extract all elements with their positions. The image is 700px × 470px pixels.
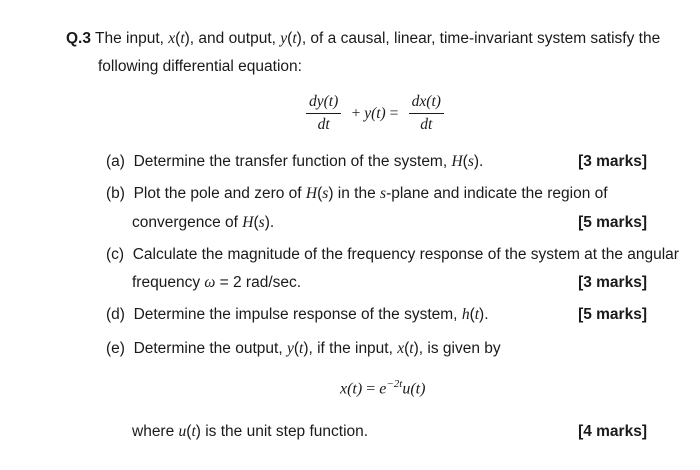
rhs-numerator: dx(t) <box>409 93 444 114</box>
question-intro-line1: Q.3 The input, x(t), and output, y(t), of a causal, linear, time-invariant system satisfy the <box>66 30 661 47</box>
question-number: Q.3 <box>66 30 91 47</box>
rhs-denominator: dt <box>420 116 433 133</box>
differential-equation <box>306 93 444 134</box>
part-a-marks: [3 marks] <box>578 153 647 170</box>
part-d-label: (d) <box>106 306 125 323</box>
lhs-numerator: dy(t) <box>306 93 341 114</box>
lhs-denominator: dt <box>317 116 330 133</box>
part-b-line2: convergence of H(s). <box>132 214 275 231</box>
part-e-label: (e) <box>106 340 125 357</box>
part-b-marks: [5 marks] <box>578 214 647 231</box>
part-e-footer: where u(t) is the unit step function. <box>132 423 369 440</box>
question-intro-line2: following differential equation: <box>98 58 302 75</box>
part-c-label: (c) <box>106 246 125 263</box>
part-b-label: (b) <box>106 185 125 202</box>
part-a-label: (a) <box>106 153 125 170</box>
part-d-marks: [5 marks] <box>578 306 647 323</box>
part-c-line2: frequency ω = 2 rad/sec. <box>132 274 302 291</box>
part-e-text: (e) Determine the output, y(t), if the input, x(t), is given by <box>106 340 501 357</box>
part-a-text: (a) Determine the transfer function of the system, H(s). <box>106 153 484 170</box>
dx-dt-fraction <box>409 93 444 134</box>
part-c-line1: (c) Calculate the magnitude of the frequency response of the system at the angular <box>106 246 679 263</box>
part-e-marks: [4 marks] <box>578 423 647 440</box>
dy-dt-fraction <box>306 93 341 134</box>
equation-middle-term: + y(t) = <box>351 104 399 122</box>
part-b-line1: (b) Plot the pole and zero of H(s) in the s-plane and indicate the region of <box>106 185 608 202</box>
part-d-text: (d) Determine the impulse response of the system, h(t). <box>106 306 489 323</box>
part-c-marks: [3 marks] <box>578 274 647 291</box>
input-equation: $x(t) = e^{-2t}u(t)$ <box>340 378 426 398</box>
